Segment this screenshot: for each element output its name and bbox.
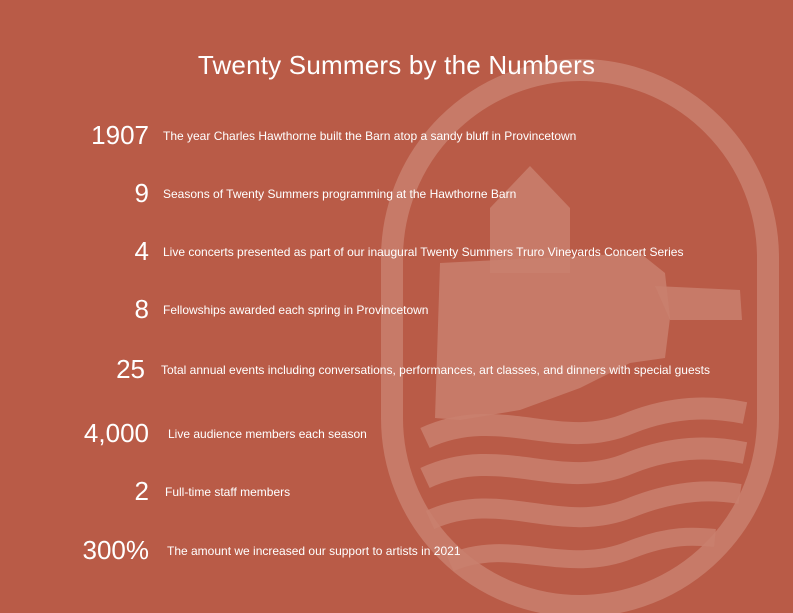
stat-number: 2 bbox=[134, 476, 149, 506]
stat-description: Live audience members each season bbox=[168, 427, 367, 441]
stat-description: Seasons of Twenty Summers programming at the Hawthorne Barn bbox=[163, 187, 517, 201]
stat-description: Total annual events including conversations, performances, art classes, and dinners with special guests bbox=[161, 363, 710, 377]
stat-row bbox=[0, 120, 793, 160]
stat-row bbox=[0, 535, 793, 575]
page-title: Twenty Summers by the Numbers bbox=[197, 50, 596, 80]
stat-description: Live concerts presented as part of our inaugural Twenty Summers Truro Vineyards Concert Series bbox=[163, 245, 684, 259]
stat-number: 8 bbox=[134, 294, 149, 324]
stat-row bbox=[0, 178, 793, 218]
stat-row bbox=[0, 354, 793, 394]
stat-row bbox=[0, 294, 793, 334]
stat-description: Full-time staff members bbox=[165, 485, 291, 499]
stat-row bbox=[0, 418, 793, 458]
stat-description: The amount we increased our support to artists in 2021 bbox=[167, 544, 461, 558]
stat-description: The year Charles Hawthorne built the Barn atop a sandy bluff in Provincetown bbox=[163, 129, 577, 143]
stat-number: 25 bbox=[116, 354, 145, 384]
stat-number: 1907 bbox=[91, 120, 149, 150]
stat-row bbox=[0, 476, 793, 516]
stat-number: 9 bbox=[134, 178, 149, 208]
stat-number: 4 bbox=[134, 236, 149, 266]
stat-row bbox=[0, 236, 793, 276]
stat-description: Fellowships awarded each spring in Provincetown bbox=[163, 303, 429, 317]
stat-number: 4,000 bbox=[83, 418, 149, 448]
stat-number: 300% bbox=[82, 535, 149, 565]
